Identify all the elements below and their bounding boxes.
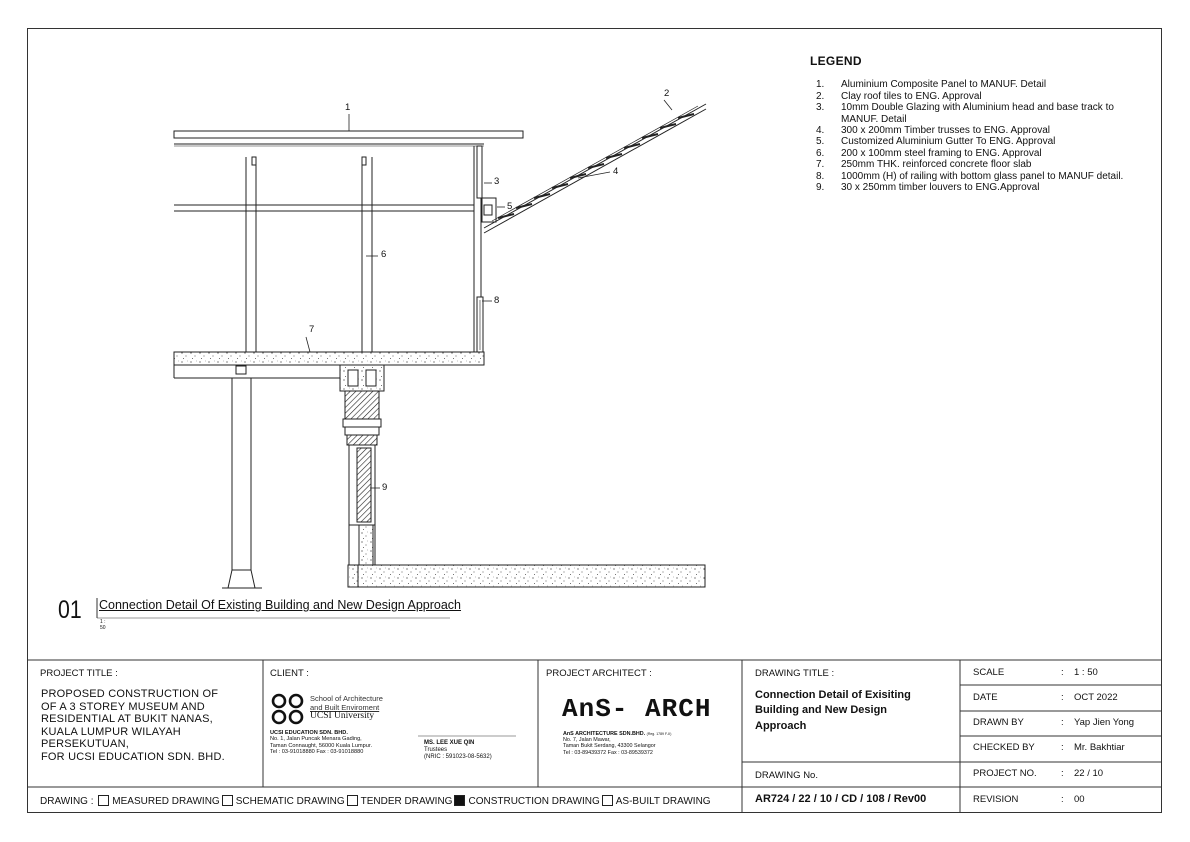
drawing-no-label: DRAWING No. bbox=[755, 770, 818, 781]
legend-item bbox=[808, 171, 1128, 182]
legend-item bbox=[808, 136, 1128, 147]
callout-8: 8 bbox=[494, 295, 500, 306]
legend-item-number: 3. bbox=[816, 102, 825, 114]
field-label: DRAWN BY bbox=[973, 717, 1024, 728]
drawing-title bbox=[755, 688, 911, 734]
project-title bbox=[41, 688, 225, 764]
drawing-types bbox=[40, 795, 711, 807]
client-logo-line: School of Architecture bbox=[310, 694, 383, 703]
client-trustee bbox=[424, 740, 492, 762]
client-company: UCSI EDUCATION SDN. BHD. bbox=[270, 730, 348, 736]
legend-item bbox=[808, 91, 1128, 102]
project-title-label: PROJECT TITLE : bbox=[40, 668, 118, 679]
client-logo-university: UCSI University bbox=[310, 711, 375, 721]
trustee-role: Trustees bbox=[424, 747, 448, 754]
field-label: DATE bbox=[973, 692, 998, 703]
legend-item-text: 1000mm (H) of railing with bottom glass panel to MANUF detail. bbox=[841, 170, 1124, 182]
client-address-line: No. 1, Jalan Puncak Menara Gading, bbox=[270, 736, 362, 743]
project-title-line: PROPOSED CONSTRUCTION OF bbox=[41, 688, 219, 700]
client-address-line: Taman Connaught, 56000 Kuala Lumpur. bbox=[270, 742, 373, 749]
legend-item-text: 300 x 200mm Timber trusses to ENG. Approval bbox=[841, 125, 1050, 137]
architect-address bbox=[563, 731, 671, 756]
legend-item-number: 9. bbox=[816, 182, 825, 194]
drawing-type-label: SCHEMATIC DRAWING bbox=[235, 796, 345, 807]
drawing-title-line: Building and New Design bbox=[755, 704, 888, 717]
ucsi-logo-icon bbox=[270, 692, 306, 728]
legend-item-text: 30 x 250mm timber louvers to ENG.Approval bbox=[841, 182, 1040, 194]
callout-5: 5 bbox=[507, 201, 513, 212]
field-separator: : bbox=[1061, 717, 1064, 728]
field-label: CHECKED BY bbox=[973, 742, 1035, 753]
field-value: 22 / 10 bbox=[1074, 768, 1104, 779]
client-logo-text bbox=[310, 694, 383, 721]
callout-7: 7 bbox=[309, 324, 315, 335]
trustee-name: MS. LEE XUE QIN bbox=[424, 740, 475, 746]
field-value: 1 : 50 bbox=[1074, 667, 1098, 678]
client-address bbox=[270, 730, 372, 756]
field-separator: : bbox=[1061, 667, 1064, 678]
caption-number: 01 bbox=[58, 596, 82, 624]
project-title-line: KUALA LUMPUR WILAYAH bbox=[41, 725, 181, 738]
callout-1: 1 bbox=[345, 102, 351, 113]
client-logo-line: and Built Enviroment bbox=[310, 703, 380, 712]
drawing-title-label: DRAWING TITLE : bbox=[755, 668, 835, 679]
drawing-types-label: DRAWING : bbox=[40, 796, 94, 807]
drawing-type-label: MEASURED DRAWING bbox=[112, 796, 220, 807]
legend-item bbox=[808, 148, 1128, 159]
client-label: CLIENT : bbox=[270, 668, 309, 679]
field-separator: : bbox=[1061, 742, 1064, 753]
drawing-title-line: Connection Detail of Exisiting bbox=[755, 689, 911, 701]
legend-item bbox=[808, 125, 1128, 136]
field-value: OCT 2022 bbox=[1074, 692, 1118, 703]
legend-item bbox=[808, 79, 1128, 90]
drawing-type-checkbox[interactable] bbox=[454, 795, 465, 806]
drawing-type-label: CONSTRUCTION DRAWING bbox=[468, 796, 600, 807]
field-label: SCALE bbox=[973, 667, 1005, 678]
field-label: REVISION bbox=[973, 794, 1019, 805]
architect-reg: (Reg. 1789 F-II) bbox=[646, 732, 672, 736]
project-title-line: FOR UCSI EDUCATION SDN. BHD. bbox=[41, 750, 225, 763]
client-address-line: Tel : 03-91018880 Fax : 03-91018880 bbox=[270, 749, 364, 756]
architect-label: PROJECT ARCHITECT : bbox=[546, 668, 652, 679]
architect-logo: AnS- ARCH bbox=[562, 694, 712, 724]
legend-item-text: 200 x 100mm steel framing to ENG. Approval bbox=[841, 147, 1042, 159]
field-value: 00 bbox=[1074, 794, 1085, 805]
architect-address-line: No. 7, Jalan Mawar, bbox=[563, 737, 611, 744]
architect-company: AnS ARCHITECTURE SDN.BHD. bbox=[563, 731, 646, 737]
legend bbox=[808, 56, 1128, 193]
callout-6: 6 bbox=[381, 249, 387, 260]
legend-item-text: Aluminium Composite Panel to MANUF. Detail bbox=[841, 79, 1047, 91]
caption-scale: 1 : 50 bbox=[100, 619, 106, 631]
drawing-type-label: TENDER DRAWING bbox=[360, 796, 453, 807]
legend-item-text: 10mm Double Glazing with Aluminium head and base track to MANUF. Detail bbox=[841, 102, 1114, 125]
drawing-types-list bbox=[96, 796, 710, 807]
legend-item-number: 4. bbox=[816, 125, 825, 137]
legend-list bbox=[808, 79, 1128, 193]
legend-item-number: 7. bbox=[816, 159, 825, 171]
legend-item-text: Customized Aluminium Gutter To ENG. Approval bbox=[841, 136, 1056, 148]
field-label: PROJECT NO. bbox=[973, 768, 1037, 779]
legend-item-number: 2. bbox=[816, 90, 825, 102]
legend-item-text: 250mm THK. reinforced concrete floor slab bbox=[841, 159, 1032, 171]
callout-9: 9 bbox=[382, 482, 388, 493]
legend-item-number: 6. bbox=[816, 147, 825, 159]
callout-2: 2 bbox=[664, 88, 670, 99]
legend-item-number: 5. bbox=[816, 136, 825, 148]
drawing-type-checkbox[interactable] bbox=[602, 795, 613, 806]
drawing-title-line: Approach bbox=[755, 719, 807, 732]
project-title-line: OF A 3 STOREY MUSEUM AND bbox=[41, 700, 205, 713]
legend-item-text: Clay roof tiles to ENG. Approval bbox=[841, 90, 982, 102]
legend-item-number: 1. bbox=[816, 79, 825, 91]
field-value: Mr. Bakhtiar bbox=[1074, 742, 1125, 753]
legend-item bbox=[808, 159, 1128, 170]
drawing-type-checkbox[interactable] bbox=[222, 795, 233, 806]
legend-title: LEGEND bbox=[810, 54, 862, 68]
legend-item-number: 8. bbox=[816, 170, 825, 182]
drawing-type-label: AS-BUILT DRAWING bbox=[615, 796, 711, 807]
field-value: Yap Jien Yong bbox=[1074, 717, 1135, 728]
project-title-line: RESIDENTIAL AT BUKIT NANAS, bbox=[41, 713, 213, 726]
field-separator: : bbox=[1061, 692, 1064, 703]
legend-item bbox=[808, 182, 1128, 193]
drawing-type-checkbox[interactable] bbox=[98, 795, 109, 806]
architect-address-line: Tel : 03-89439372 Fax : 03-89539372 bbox=[563, 749, 653, 756]
legend-item bbox=[808, 102, 1128, 125]
callout-3: 3 bbox=[494, 176, 500, 187]
caption-title: Connection Detail Of Existing Building and New Design Approach bbox=[99, 598, 462, 612]
field-separator: : bbox=[1061, 794, 1064, 805]
project-title-line: PERSEKUTUAN, bbox=[41, 738, 129, 751]
trustee-nric: (NRIC : 591023-08-5632) bbox=[424, 754, 492, 761]
drawing-type-checkbox[interactable] bbox=[347, 795, 358, 806]
callout-4: 4 bbox=[613, 166, 619, 177]
drawing-no: AR724 / 22 / 10 / CD / 108 / Rev00 bbox=[755, 793, 927, 805]
architect-address-line: Taman Bukit Serdang, 43300 Selangor bbox=[563, 743, 656, 750]
field-separator: : bbox=[1061, 768, 1064, 779]
